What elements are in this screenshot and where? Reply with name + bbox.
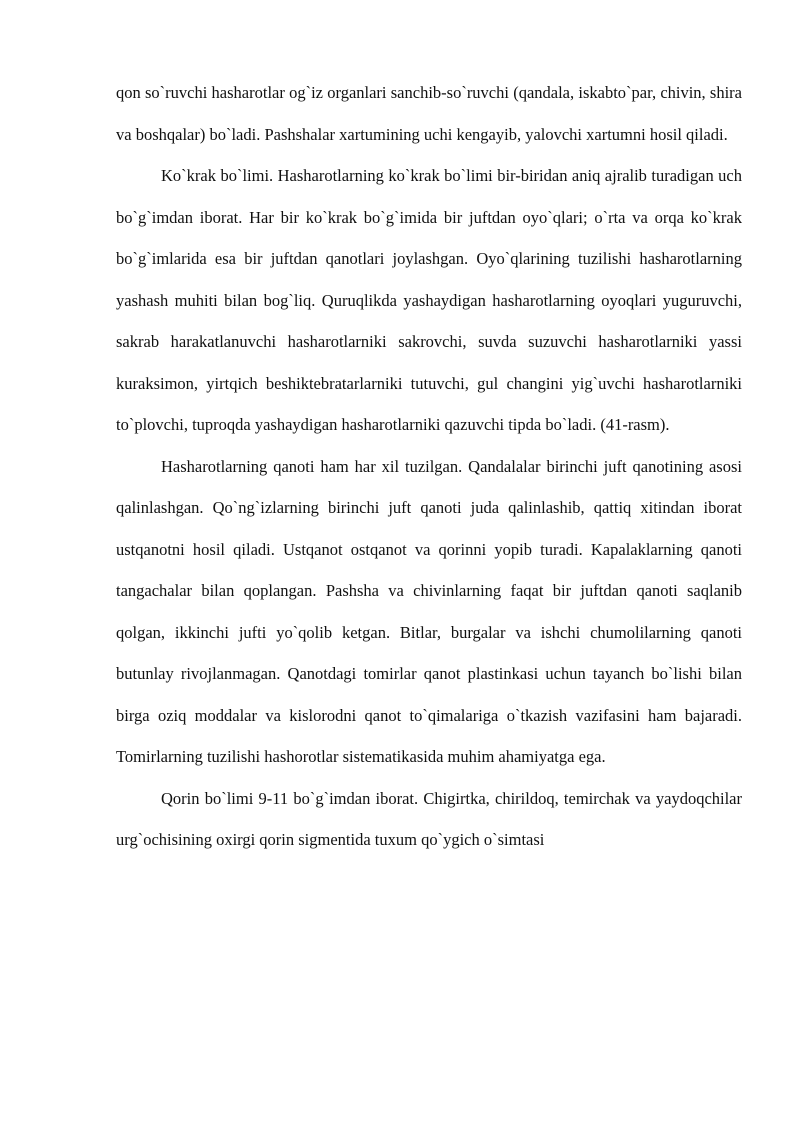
body-text bbox=[116, 72, 742, 861]
paragraph-wings: Hasharotlarning qanoti ham har xil tuzilgan. Qandalalar birinchi juft qanotining asosi qalinlashgan. Qo`ng`izlarning birinchi juft qanoti juda qalinlashib, qattiq xitindan iborat ustqanotni hosil qiladi. Ustqanot ostqanot va qorinni yopib turadi. Kapalaklarning qanoti tangachalar bilan qoplangan. Pashsha va chivinlarning faqat bir juftdan qanoti saqlanib qolgan, ikkinchi jufti yo`qolib ketgan. Bitlar, burgalar va ishchi chumolilarning qanoti butunlay rivojlanmagan. Qanotdagi tomirlar qanot plastinkasi uchun tayanch bo`lishi bilan birga oziq moddalar va kislorodni qanot to`qimalariga o`tkazish vazifasini ham bajaradi. Tomirlarning tuzilishi hashorotlar sistematikasida muhim ahamiyatga ega. bbox=[116, 456, 742, 766]
paragraph-abdomen: Qorin bo`limi 9-11 bo`g`imdan iborat. Chigirtka, chirildoq, temirchak va yaydoqchilar urg`ochisining oxirgi qorin sigmentida tuxum qo`ygich o`simtasi bbox=[116, 788, 742, 849]
paragraph-thorax: Ko`krak bo`limi. Hasharotlarning ko`krak bo`limi bir-biridan aniq ajralib turadigan uch bo`g`imdan iborat. Har bir ko`krak bo`g`imida bir juftdan oyo`qlari; o`rta va orqa ko`krak bo`g`imlarida esa bir juftdan qanotlari joylashgan. Oyo`qlarining tuzilishi hasharotlarning yashash muhiti bilan bog`liq. Quruqlikda yashaydigan hasharotlarning oyoqlari yuguruvchi, sakrab harakatlanuvchi hasharotlarniki sakrovchi, suvda suzuvchi hasharotlarniki yassi kuraksimon, yirtqich beshiktebratarlarniki tutuvchi, gul changini yig`uvchi hasharotlarniki to`plovchi, tuproqda yashaydigan hasharotlarniki qazuvchi tipda bo`ladi. (41-rasm). bbox=[116, 166, 742, 434]
paragraph-mouthparts-continued: qon so`ruvchi hasharotlar og`iz organlari sanchib-so`ruvchi (qandala, iskabto`par, chivin, shira va boshqalar) bo`ladi. Pashshalar xartumining uchi kengayib, yalovchi xartumni hosil qiladi. bbox=[116, 83, 742, 144]
